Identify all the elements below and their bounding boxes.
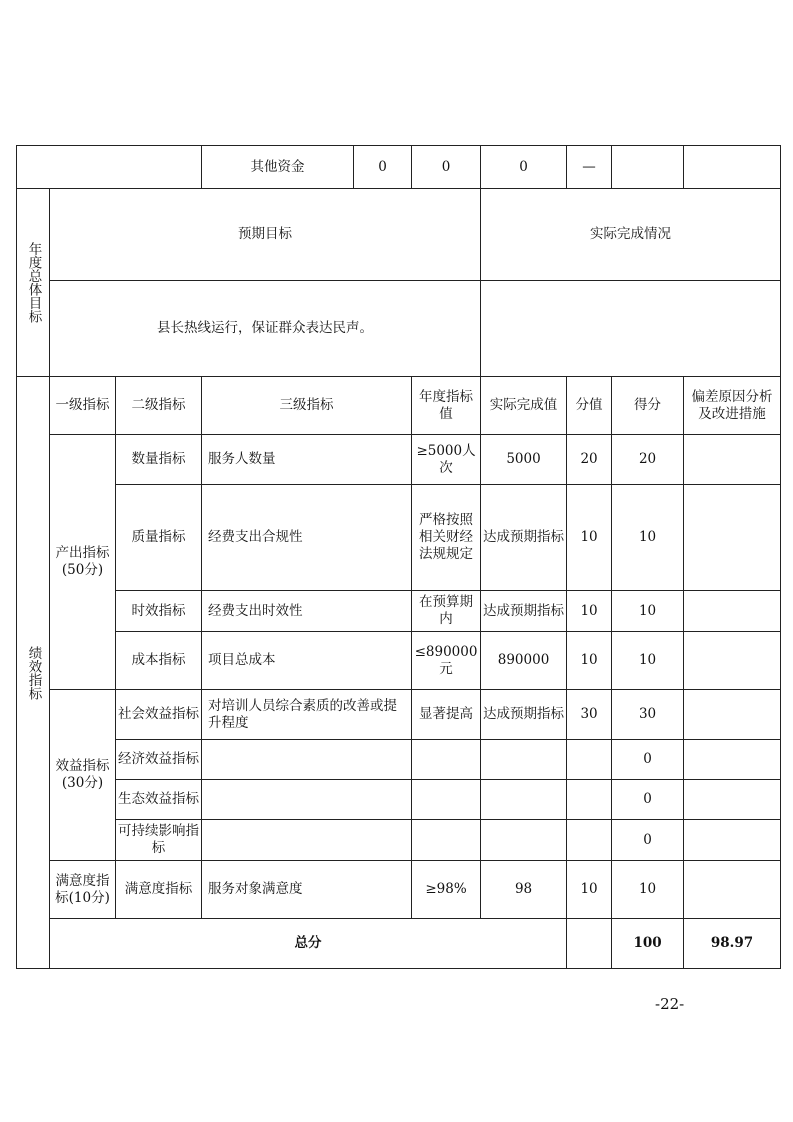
header-annual-value: 年度指标值 — [412, 377, 481, 435]
level3-cell: 项目总成本 — [202, 632, 412, 690]
annual-value-cell: 显著提高 — [412, 690, 481, 740]
level3-cell: 经费支出合规性 — [202, 485, 412, 591]
score-value-cell — [567, 820, 612, 861]
actual-value-cell: 达成预期指标 — [481, 591, 567, 632]
perf-side-label: 绩效指标 — [17, 377, 50, 969]
blank-cell — [612, 146, 684, 189]
deviation-cell — [684, 435, 781, 485]
level2-cell: 可持续影响指标 — [116, 820, 202, 861]
table-row — [17, 820, 781, 861]
score-value-cell — [567, 740, 612, 780]
table-row — [17, 435, 781, 485]
benefit-indicator-label: 效益指标(30分) — [50, 690, 116, 861]
actual-value-cell: 达成预期指标 — [481, 690, 567, 740]
header-level3: 三级指标 — [202, 377, 412, 435]
score-cell: 10 — [612, 485, 684, 591]
page-number: -22- — [655, 995, 685, 1013]
score-cell: 10 — [612, 632, 684, 690]
table-row — [17, 740, 781, 780]
table-row — [17, 861, 781, 919]
score-cell: 20 — [612, 435, 684, 485]
annual-value-cell: ≤890000元 — [412, 632, 481, 690]
level3-cell: 经费支出时效性 — [202, 591, 412, 632]
deviation-cell — [684, 861, 781, 919]
total-row — [17, 919, 781, 969]
header-score-value: 分值 — [567, 377, 612, 435]
level2-cell: 数量指标 — [116, 435, 202, 485]
annual-value-cell: ≥5000人次 — [412, 435, 481, 485]
score-value-cell: 10 — [567, 485, 612, 591]
level3-cell: 服务对象满意度 — [202, 861, 412, 919]
actual-value-cell: 5000 — [481, 435, 567, 485]
total-score: 98.97 — [684, 919, 781, 969]
deviation-cell — [684, 740, 781, 780]
actual-value-cell: 达成预期指标 — [481, 485, 567, 591]
score-value-cell — [567, 780, 612, 820]
performance-table — [16, 145, 781, 969]
score-value-cell: 30 — [567, 690, 612, 740]
other-funds-value-3: 0 — [481, 146, 567, 189]
level2-cell: 质量指标 — [116, 485, 202, 591]
deviation-cell — [684, 632, 781, 690]
score-cell: 30 — [612, 690, 684, 740]
annual-value-cell: ≥98% — [412, 861, 481, 919]
other-funds-value-2: 0 — [412, 146, 481, 189]
actual-value-cell: 98 — [481, 861, 567, 919]
annual-value-cell: 在预算期内 — [412, 591, 481, 632]
table-row — [17, 690, 781, 740]
deviation-cell — [684, 591, 781, 632]
actual-value-cell — [481, 780, 567, 820]
annual-goal-side-label: 年度总体目标 — [17, 189, 50, 377]
score-cell: 0 — [612, 740, 684, 780]
other-funds-label: 其他资金 — [202, 146, 354, 189]
score-value-cell: 10 — [567, 632, 612, 690]
level2-cell: 经济效益指标 — [116, 740, 202, 780]
level2-cell: 社会效益指标 — [116, 690, 202, 740]
level2-cell: 时效指标 — [116, 591, 202, 632]
level2-cell: 成本指标 — [116, 632, 202, 690]
output-indicator-label: 产出指标(50分) — [50, 435, 116, 690]
blank-cell — [684, 146, 781, 189]
other-funds-value-1: 0 — [354, 146, 412, 189]
table-row — [17, 485, 781, 591]
other-funds-row — [17, 146, 781, 189]
annual-goal-header-row — [17, 189, 781, 281]
level2-cell: 满意度指标 — [116, 861, 202, 919]
satisfaction-indicator-label: 满意度指标(10分) — [50, 861, 116, 919]
header-level1: 一级指标 — [50, 377, 116, 435]
score-value-cell: 10 — [567, 591, 612, 632]
deviation-cell — [684, 690, 781, 740]
score-cell: 10 — [612, 591, 684, 632]
score-cell: 10 — [612, 861, 684, 919]
table-row — [17, 591, 781, 632]
actual-value-cell — [481, 820, 567, 861]
header-level2: 二级指标 — [116, 377, 202, 435]
score-value-cell: 20 — [567, 435, 612, 485]
blank-cell — [17, 146, 202, 189]
level3-cell — [202, 820, 412, 861]
perf-header-row — [17, 377, 781, 435]
total-score-value: 100 — [612, 919, 684, 969]
score-value-cell: 10 — [567, 861, 612, 919]
score-cell: 0 — [612, 780, 684, 820]
annual-value-cell — [412, 740, 481, 780]
blank-cell — [567, 919, 612, 969]
level3-cell — [202, 740, 412, 780]
level3-cell: 服务人数量 — [202, 435, 412, 485]
actual-completion-text — [481, 281, 781, 377]
score-cell: 0 — [612, 820, 684, 861]
total-label: 总分 — [50, 919, 567, 969]
actual-value-cell — [481, 740, 567, 780]
actual-completion-header: 实际完成情况 — [481, 189, 781, 281]
annual-goal-content-row — [17, 281, 781, 377]
expected-goal-text: 县长热线运行，保证群众表达民声。 — [50, 281, 481, 377]
level3-cell — [202, 780, 412, 820]
table-row — [17, 780, 781, 820]
annual-value-cell: 严格按照相关财经法规规定 — [412, 485, 481, 591]
expected-goal-header: 预期目标 — [50, 189, 481, 281]
table-row — [17, 632, 781, 690]
deviation-cell — [684, 780, 781, 820]
deviation-cell — [684, 820, 781, 861]
deviation-cell — [684, 485, 781, 591]
header-deviation: 偏差原因分析及改进措施 — [684, 377, 781, 435]
annual-value-cell — [412, 780, 481, 820]
level3-cell: 对培训人员综合素质的改善或提升程度 — [202, 690, 412, 740]
annual-value-cell — [412, 820, 481, 861]
header-actual-value: 实际完成值 — [481, 377, 567, 435]
header-score: 得分 — [612, 377, 684, 435]
actual-value-cell: 890000 — [481, 632, 567, 690]
level2-cell: 生态效益指标 — [116, 780, 202, 820]
other-funds-value-4: — — [567, 146, 612, 189]
